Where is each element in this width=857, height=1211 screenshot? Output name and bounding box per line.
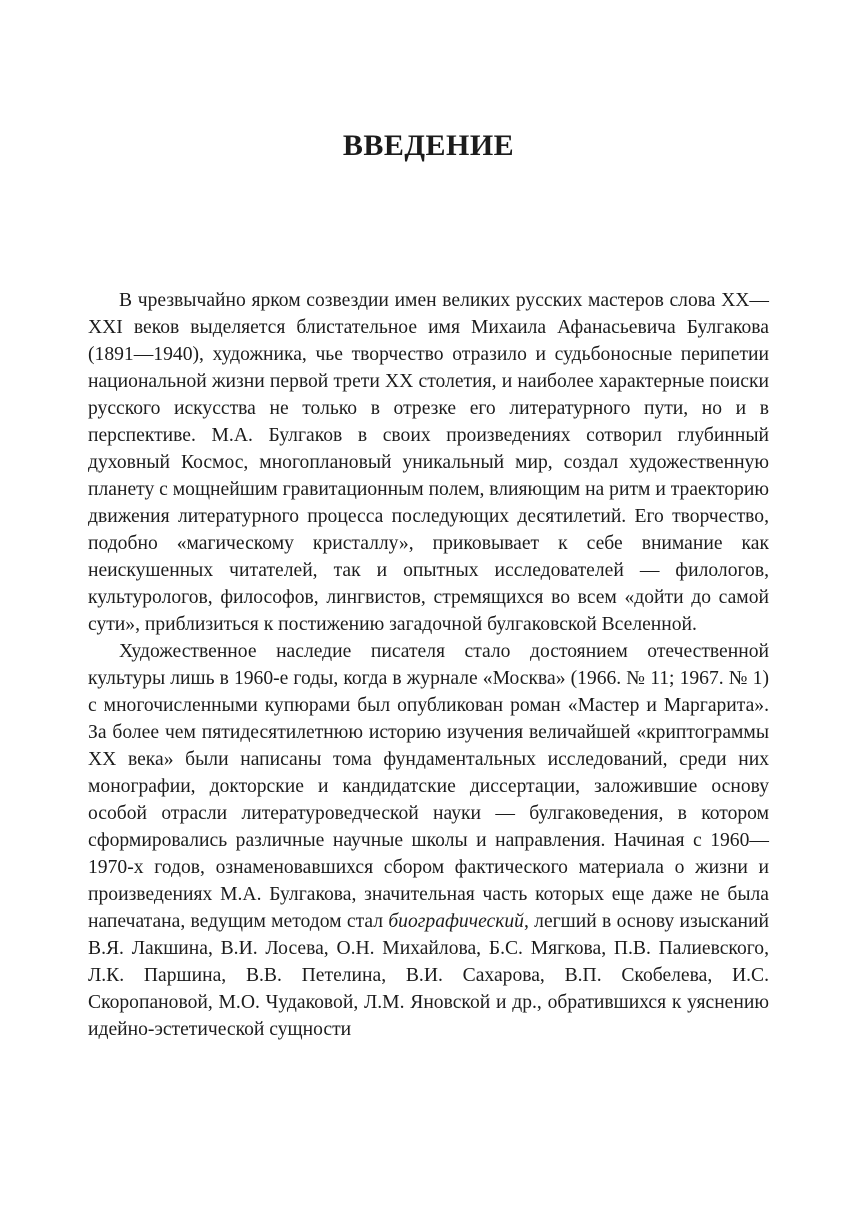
paragraph-2-text-end: , легший в основу изысканий В.Я. Лакшина, В.И. Лосева, О.Н. Михайлова, Б.С. Мягкова, П.В. Палиевского, Л.К. Паршина, В.В. Петелина, В.И. Сахарова, В.П. Скобелева, И.С. Скоропановой, М.О. Чудаковой, Л.М. Яновской и др., обратившихся к уяснению идейно-эстетической сущности [88, 911, 769, 1040]
chapter-title: ВВЕДЕНИЕ [342, 129, 515, 162]
paragraph-2 [88, 638, 769, 1043]
paragraph-2-emphasis: биографический [388, 911, 524, 932]
body-text [88, 287, 769, 1043]
paragraph-1: В чрезвычайно ярком созвездии имен великих русских мастеров слова XX—XXI веков выделяется блистательное имя Михаила Афанасьевича Булгакова (1891—1940), художника, чье творчество отразило и судьбоносные перипетии национальной жизни первой трети XX столетия, и наиболее характерные поиски русского искусства не только в отрезке его литературного пути, но и в перспективе. М.А. Булгаков в своих произведениях сотворил глубинный духовный Космос, многоплановый уникальный мир, создал художественную планету с мощнейшим гравитационным полем, влияющим на ритм и траекторию движения литературного процесса последующих десятилетий. Его творчество, подобно «магическому кристаллу», приковывает к себе внимание как неискушенных читателей, так и опытных исследователей — филологов, культурологов, философов, лингвистов, стремящихся во всем «дойти до самой сути», приблизиться к постижению загадочной булгаковской Вселенной. [88, 290, 769, 635]
paragraph-2-text-start: Художественное наследие писателя стало достоянием отечественной культуры лишь в 1960-е годы, когда в журнале «Москва» (1966. № 11; 1967. № 1) с многочисленными купюрами был опубликован роман «Мастер и Маргарита». За более чем пятидесятилетнюю историю изучения величайшей «криптограммы XX века» были написаны тома фундаментальных исследований, среди них монографии, докторские и кандидатские диссертации, заложившие основу особой отрасли литературоведческой науки — булгаковедения, в котором сформировались различные научные школы и направления. Начиная с 1960—1970-х годов, ознаменовавшихся сбором фактического материала о жизни и произведениях М.А. Булгакова, значительная часть которых еще даже не была напечатана, ведущим методом стал [88, 641, 769, 932]
